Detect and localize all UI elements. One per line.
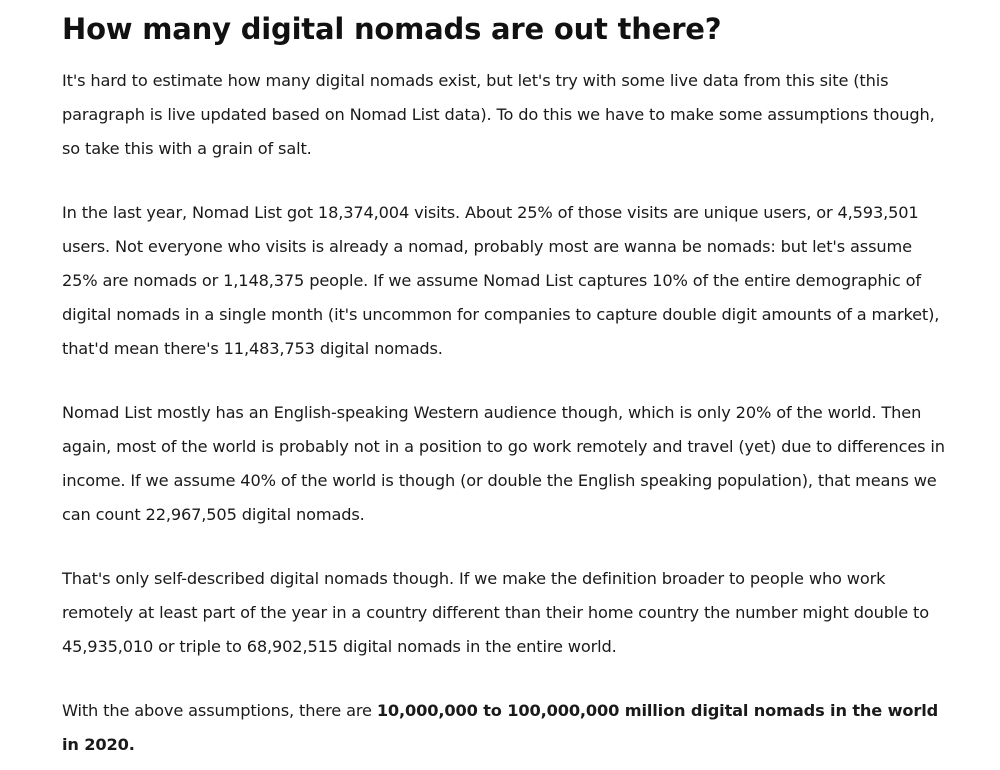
page-title: How many digital nomads are out there?	[62, 12, 722, 46]
conclusion-lead: With the above assumptions, there are	[62, 701, 377, 720]
conclusion-emphasis: 10,000,000 to 100,000,000 million digital nomads in the world in 2020.	[62, 701, 939, 754]
paragraph-conclusion	[62, 694, 950, 762]
paragraph-intro: It's hard to estimate how many digital nomads exist, but let's try with some live data from this site (this paragraph is live updated based on Nomad List data). To do this we have to make some assumptions though, so take this with a grain of salt.	[62, 71, 935, 158]
paragraph-broader-definition: That's only self-described digital nomads though. If we make the definition broader to people who work remotely at least part of the year in a country different than their home country the number might double to 45,935,010 or triple to 68,902,515 digital nomads in the entire world.	[62, 569, 929, 656]
paragraph-audience-estimate: Nomad List mostly has an English-speaking Western audience though, which is only 20% of the world. Then again, most of the world is probably not in a position to go work remotely and travel (yet) due to differences in income. If we assume 40% of the world is though (or double the English speaking population), that means we can count 22,967,505 digital nomads.	[62, 403, 945, 524]
paragraph-visits-estimate: In the last year, Nomad List got 18,374,004 visits. About 25% of those visits are unique users, or 4,593,501 users. Not everyone who visits is already a nomad, probably most are wanna be nomads: but let's assume 25% are nomads or 1,148,375 people. If we assume Nomad List captures 10% of the entire demographic of digital nomads in a single month (it's uncommon for companies to capture double digit amounts of a market), that'd mean there's 11,483,753 digital nomads.	[62, 203, 940, 358]
